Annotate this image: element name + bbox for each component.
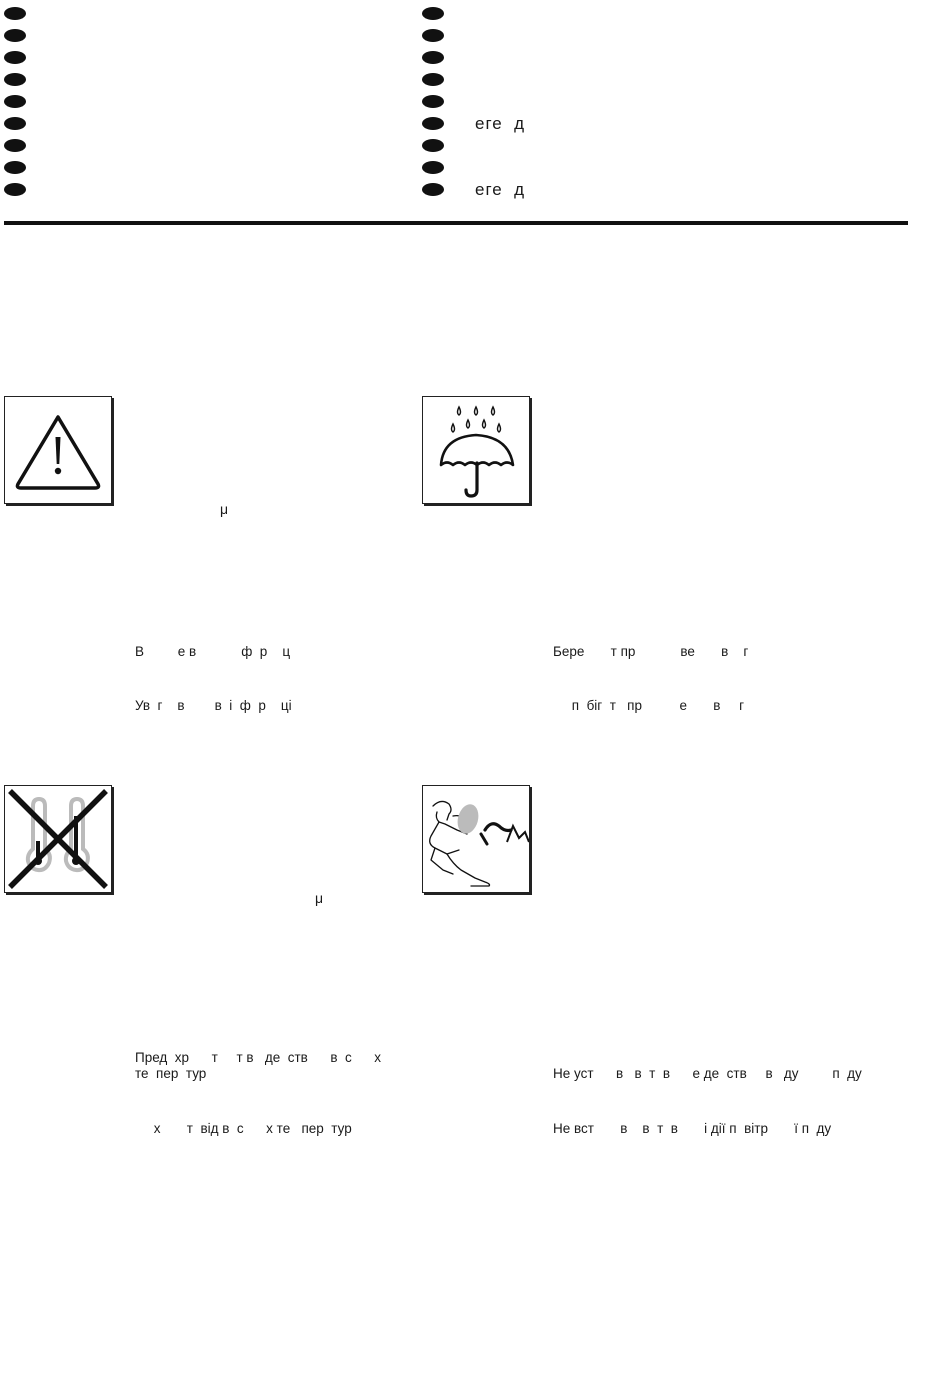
no-impact-hammer-icon bbox=[422, 785, 530, 893]
bullet-dot bbox=[4, 7, 26, 20]
warning-triangle-icon bbox=[4, 396, 112, 504]
bullet-label: еге д bbox=[475, 180, 526, 199]
bullet-dot bbox=[4, 139, 26, 152]
bullet-dot bbox=[422, 51, 444, 64]
caption-primary: Пред хр т т в де ств в с х те пер тур bbox=[135, 1050, 382, 1081]
bullet-dot bbox=[422, 183, 444, 196]
stray-glyph: μ bbox=[220, 501, 229, 517]
caption-primary: Бере т пр ве в г bbox=[553, 644, 749, 659]
bullet-dot bbox=[422, 95, 444, 108]
umbrella-rain-icon bbox=[422, 396, 530, 504]
caption-secondary: Не вст в в т в і дії п вітр ї п ду bbox=[553, 1121, 832, 1136]
bullet-dot bbox=[4, 51, 26, 64]
bullet-dot bbox=[422, 7, 444, 20]
bullet-dot bbox=[422, 73, 444, 86]
bullet-dot bbox=[4, 183, 26, 196]
bullet-dot bbox=[4, 161, 26, 174]
bullet-dot bbox=[422, 117, 444, 130]
caption-secondary: х т від в с х те пер тур bbox=[135, 1121, 352, 1136]
caption-secondary: Ув г в в і ф р ці bbox=[135, 698, 292, 713]
bullet-dot bbox=[4, 117, 26, 130]
section-divider bbox=[4, 221, 908, 225]
caption-primary: Не уст в в т в е де ств в ду п ду bbox=[553, 1066, 862, 1081]
caption-primary: В е в ф р ц bbox=[135, 644, 291, 659]
bullet-dot bbox=[422, 161, 444, 174]
bullet-label: еге д bbox=[475, 114, 526, 133]
bullet-dot bbox=[4, 29, 26, 42]
bullet-dot bbox=[4, 95, 26, 108]
no-extreme-temperature-icon bbox=[4, 785, 112, 893]
stray-glyph: μ bbox=[315, 890, 324, 906]
bullet-dot bbox=[422, 29, 444, 42]
caption-secondary: п біг т пр е в г bbox=[553, 698, 745, 713]
bullet-dot bbox=[422, 139, 444, 152]
bullet-dot bbox=[4, 73, 26, 86]
